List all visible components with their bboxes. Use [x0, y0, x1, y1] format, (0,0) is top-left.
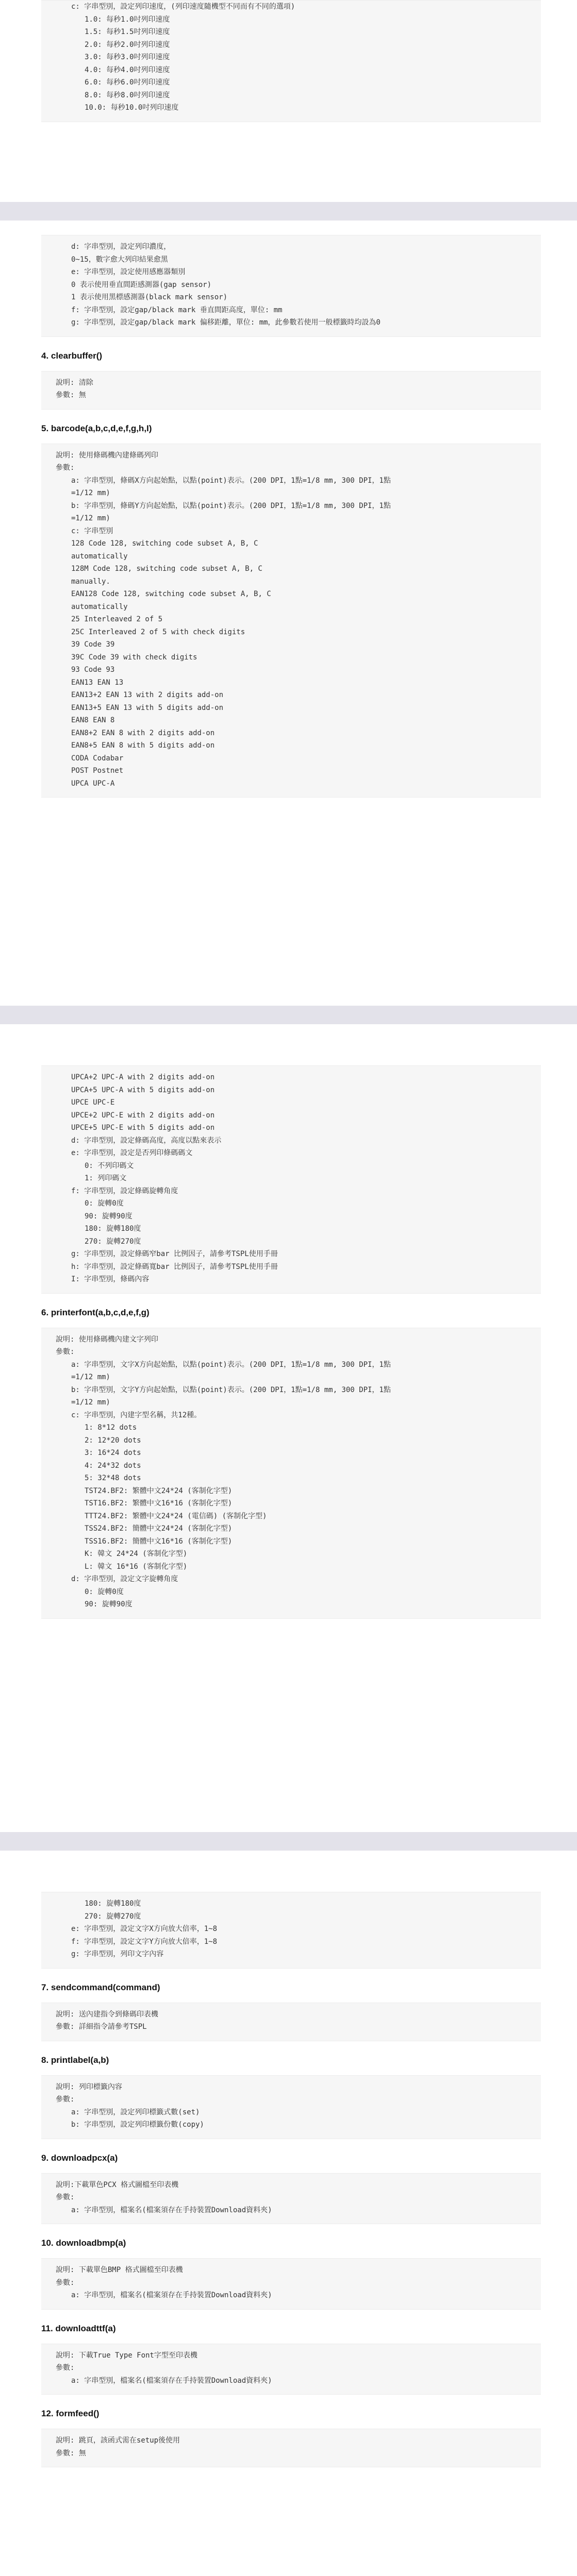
code-line: b: 字串型別，設定列印標籤份數(copy): [71, 2121, 204, 2129]
code-line: UPCA+5 UPC-A with 5 digits add-on: [71, 1086, 215, 1094]
code-line: g: 字串型別，設定條碼窄bar 比例因子，請參考TSPL使用手冊: [71, 1250, 278, 1258]
code-line: automatically: [71, 602, 128, 611]
document-page-1: [0, 0, 577, 202]
code-block: [41, 1328, 541, 1619]
code-line: 3.0: 每秒3.0吋列印速度: [85, 53, 170, 61]
code-line: I: 字串型別，條碼內容: [71, 1275, 150, 1283]
code-line: 270: 旋轉270度: [85, 1237, 141, 1246]
section-title: 8. printlabel(a,b): [41, 2055, 109, 2065]
code-line: UPCE+5 UPC-E with 5 digits add-on: [71, 1124, 215, 1132]
document-page-4: [0, 1851, 577, 2576]
code-block: [41, 2429, 541, 2467]
code-line: =1/12 mm): [71, 1373, 110, 1381]
code-line: 參數:: [56, 464, 75, 472]
code-line: 0: 不列印碼文: [85, 1161, 134, 1170]
code-line: TSS24.BF2: 簡體中文24*24 (客制化字型): [85, 1524, 233, 1533]
code-line: 參數:: [56, 1348, 75, 1356]
code-line: 參數:: [56, 2278, 75, 2287]
code-line: a: 字串型別，條碼X方向起始點，以點(point)表示。(200 DPI，1點=1/8 mm, 300 DPI，1點: [71, 476, 391, 485]
code-line: EAN13+2 EAN 13 with 2 digits add-on: [71, 691, 224, 699]
code-block: [41, 371, 541, 410]
code-line: 參數:: [56, 2364, 75, 2372]
code-line: 1.0: 每秒1.0吋列印速度: [85, 15, 170, 24]
code-line: EAN13 EAN 13: [71, 678, 124, 687]
code-line: f: 字串型別，設定gap/black mark 垂直間距高度，單位: mm: [71, 306, 283, 314]
code-line: 6.0: 每秒6.0吋列印速度: [85, 78, 170, 87]
code-line: 4.0: 每秒4.0吋列印速度: [85, 65, 170, 74]
code-line: TST16.BF2: 繁體中文16*16 (客制化字型): [85, 1499, 233, 1507]
code-block: [41, 235, 541, 337]
code-block: [41, 2003, 541, 2041]
code-block: [41, 1065, 541, 1294]
code-line: 說明: 列印標籤內容: [56, 2082, 122, 2091]
code-line: h: 字串型別，設定條碼寬bar 比例因子，請參考TSPL使用手冊: [71, 1262, 278, 1271]
code-line: 5: 32*48 dots: [85, 1474, 141, 1482]
code-block: [41, 444, 541, 798]
code-line: 說明: 使用條碼機內建條碼列印: [56, 451, 158, 460]
code-line: 2.0: 每秒2.0吋列印速度: [85, 40, 170, 49]
code-line: 0~15，數字愈大列印結果愈黑: [71, 255, 168, 264]
code-line: d: 字串型別，設定條碼高度，高度以點來表示: [71, 1136, 222, 1145]
code-line: =1/12 mm): [71, 514, 110, 522]
code-line: manually.: [71, 577, 110, 586]
code-line: 25C Interleaved 2 of 5 with check digits: [71, 628, 245, 636]
code-line: TTT24.BF2: 繁體中文24*24 (電信碼) (客制化字型): [85, 1512, 267, 1520]
code-line: 參數: 無: [56, 391, 86, 399]
code-line: =1/12 mm): [71, 1398, 110, 1406]
code-line: EAN128 Code 128, switching code subset A, B, C: [71, 590, 271, 598]
code-line: c: 字串型別: [71, 527, 113, 535]
code-line: 0 表示使用垂直間距感測器(gap sensor): [71, 280, 212, 289]
code-line: 說明: 下載單色BMP 格式圖檔至印表機: [56, 2266, 183, 2274]
code-line: 參數:: [56, 2095, 75, 2104]
code-line: 1: 8*12 dots: [85, 1423, 137, 1432]
code-line: 說明: 使用條碼機內建文字列印: [56, 1335, 158, 1344]
code-line: g: 字串型別，設定gap/black mark 偏移距離，單位: mm，此參數若使用一般標籤時均設為0: [71, 318, 381, 327]
code-line: 說明:下載單色PCX 格式圖檔至印表機: [56, 2180, 179, 2189]
code-line: 10.0: 每秒10.0吋列印速度: [85, 104, 179, 112]
code-line: 8.0: 每秒8.0吋列印速度: [85, 91, 170, 99]
code-line: e: 字串型別，設定是否列印條碼碼文: [71, 1149, 193, 1157]
document-page-3: [0, 1024, 577, 1832]
code-line: 1 表示使用黑標感測器(black mark sensor): [71, 293, 228, 301]
code-line: 說明: 送內建指令到條碼印表機: [56, 2010, 158, 2019]
code-line: a: 字串型別，文字X方向起始點，以點(point)表示。(200 DPI，1點=1/8 mm, 300 DPI，1點: [71, 1360, 391, 1369]
code-line: POST Postnet: [71, 767, 124, 775]
section-title: 4. clearbuffer(): [41, 350, 103, 361]
code-line: 說明: 清除: [56, 378, 93, 387]
code-block: [41, 2344, 541, 2395]
code-line: UPCA UPC-A: [71, 779, 115, 788]
code-line: CODA Codabar: [71, 754, 124, 762]
code-line: a: 字串型別，檔案名(檔案須存在手持裝置Download資料夾): [71, 2376, 272, 2385]
code-line: 2: 12*20 dots: [85, 1436, 141, 1445]
code-line: 90: 旋轉90度: [85, 1212, 133, 1221]
code-line: 說明: 下載True Type Font字型至印表機: [56, 2351, 197, 2360]
code-line: EAN8 EAN 8: [71, 716, 115, 724]
code-line: UPCE UPC-E: [71, 1098, 115, 1107]
code-line: f: 字串型別，設定文字Y方向放大倍率，1~8: [71, 1937, 217, 1946]
code-line: EAN8+2 EAN 8 with 2 digits add-on: [71, 728, 215, 737]
code-line: 90: 旋轉90度: [85, 1600, 133, 1608]
section-title: 10. downloadbmp(a): [41, 2238, 126, 2248]
code-line: 參數:: [56, 2193, 75, 2201]
code-line: b: 字串型別，文字Y方向起始點，以點(point)表示。(200 DPI，1點=1/8 mm, 300 DPI，1點: [71, 1385, 391, 1394]
code-line: 39C Code 39 with check digits: [71, 653, 197, 662]
code-line: 93 Code 93: [71, 666, 115, 674]
code-line: 0: 旋轉0度: [85, 1199, 124, 1208]
code-block: [41, 2173, 541, 2225]
code-line: c: 字串型別，內建字型名稱，共12種。: [71, 1411, 202, 1419]
code-block: [41, 2258, 541, 2310]
code-block: [41, 2075, 541, 2139]
code-line: =1/12 mm): [71, 489, 110, 497]
code-line: 270: 旋轉270度: [85, 1912, 141, 1921]
code-line: 0: 旋轉0度: [85, 1587, 124, 1596]
code-line: d: 字串型別，設定列印濃度，: [71, 243, 171, 251]
code-line: 39 Code 39: [71, 640, 115, 649]
code-line: TSS16.BF2: 簡體中文16*16 (客制化字型): [85, 1537, 233, 1546]
document-page-2: [0, 221, 577, 1006]
code-line: automatically: [71, 552, 128, 561]
code-block: [41, 1892, 541, 1969]
section-title: 5. barcode(a,b,c,d,e,f,g,h,I): [41, 423, 152, 433]
section-title: 12. formfeed(): [41, 2409, 100, 2418]
code-line: 128M Code 128, switching code subset A, B, C: [71, 565, 262, 573]
section-title: 6. printerfont(a,b,c,d,e,f,g): [41, 1307, 150, 1317]
code-line: 參數: 詳細指令請參考TSPL: [56, 2023, 147, 2031]
code-line: 128 Code 128, switching code subset A, B, C: [71, 539, 258, 548]
code-line: UPCA+2 UPC-A with 2 digits add-on: [71, 1073, 215, 1081]
code-block: [41, 0, 541, 122]
code-line: d: 字串型別，設定文字旋轉角度: [71, 1575, 178, 1583]
code-line: 180: 旋轉180度: [85, 1900, 141, 1908]
code-line: a: 字串型別，檔案名(檔案須存在手持裝置Download資料夾): [71, 2291, 272, 2299]
code-line: 1: 列印碼文: [85, 1174, 127, 1182]
code-line: 參數: 無: [56, 2449, 86, 2458]
code-line: 25 Interleaved 2 of 5: [71, 615, 163, 623]
code-line: L: 韓文 16*16 (客制化字型): [85, 1562, 188, 1571]
code-line: 說明: 跳頁，該函式需在setup後使用: [56, 2436, 180, 2445]
code-line: c: 字串型別，設定列印速度，(列印速度隨機型不同而有不同的選項): [71, 3, 295, 11]
code-line: EAN13+5 EAN 13 with 5 digits add-on: [71, 703, 224, 712]
code-line: UPCE+2 UPC-E with 2 digits add-on: [71, 1111, 215, 1120]
code-line: b: 字串型別，條碼Y方向起始點，以點(point)表示。(200 DPI，1點=1/8 mm, 300 DPI，1點: [71, 501, 391, 510]
code-line: 180: 旋轉180度: [85, 1225, 141, 1233]
code-line: TST24.BF2: 繁體中文24*24 (客制化字型): [85, 1486, 233, 1495]
section-title: 9. downloadpcx(a): [41, 2153, 118, 2163]
code-line: K: 韓文 24*24 (客制化字型): [85, 1550, 188, 1558]
code-line: 1.5: 每秒1.5吋列印速度: [85, 28, 170, 36]
code-line: a: 字串型別，檔案名(檔案須存在手持裝置Download資料夾): [71, 2206, 272, 2214]
code-line: g: 字串型別，列印文字內容: [71, 1950, 164, 1958]
code-line: a: 字串型別，設定列印標籤式數(set): [71, 2108, 200, 2116]
code-line: f: 字串型別，設定條碼旋轉角度: [71, 1187, 178, 1195]
code-line: EAN8+5 EAN 8 with 5 digits add-on: [71, 741, 215, 750]
section-title: 7. sendcommand(command): [41, 1982, 160, 1992]
section-title: 11. downloadttf(a): [41, 2323, 116, 2333]
code-line: 3: 16*24 dots: [85, 1449, 141, 1457]
code-line: 4: 24*32 dots: [85, 1461, 141, 1470]
code-line: e: 字串型別，設定文字X方向放大倍率，1~8: [71, 1925, 217, 1933]
code-line: e: 字串型別，設定使用感應器類別: [71, 268, 186, 276]
